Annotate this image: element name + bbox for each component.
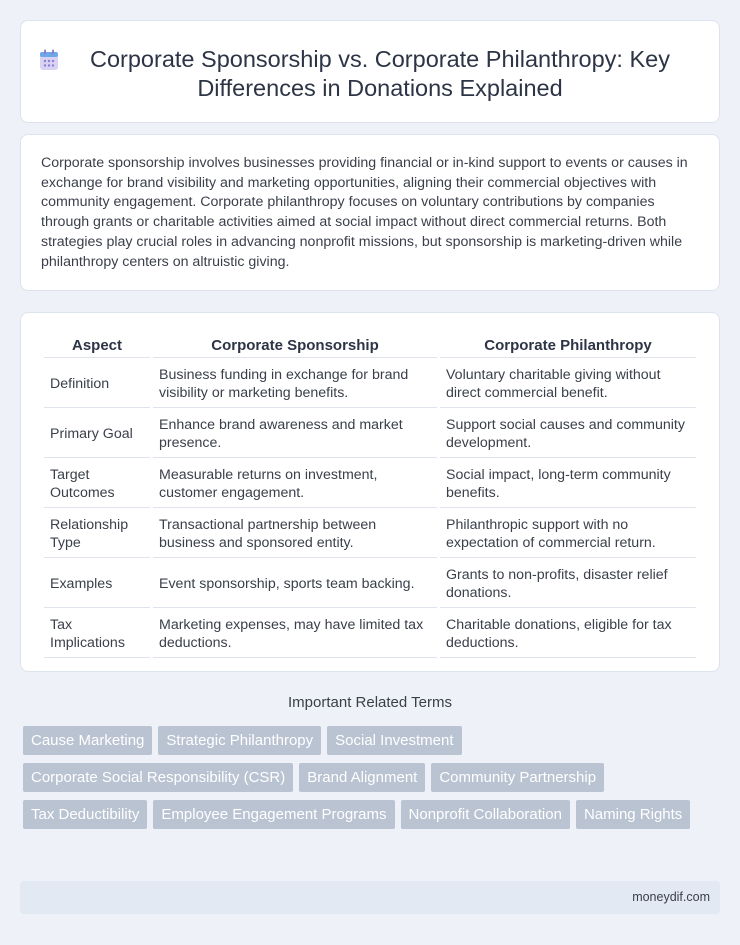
related-term-tag[interactable]: Community Partnership [431,763,604,792]
related-term-tag[interactable]: Social Investment [327,726,461,755]
philanthropy-cell: Support social causes and community development. [440,410,696,458]
table-row [44,460,696,508]
sponsorship-cell: Event sponsorship, sports team backing. [153,560,437,608]
sponsorship-cell: Transactional partnership between business and sponsored entity. [153,510,437,558]
sponsorship-cell: Business funding in exchange for brand visibility or marketing benefits. [153,360,437,408]
sponsorship-cell: Enhance brand awareness and market presence. [153,410,437,458]
related-terms-list [23,726,703,829]
philanthropy-cell: Social impact, long-term community benefits. [440,460,696,508]
related-term-tag[interactable]: Brand Alignment [299,763,425,792]
footer [20,881,720,914]
header-sponsorship: Corporate Sponsorship [153,334,437,358]
table-row [44,410,696,458]
aspect-cell: Primary Goal [44,410,150,458]
philanthropy-cell: Charitable donations, eligible for tax deductions. [440,610,696,658]
comparison-card [20,312,720,672]
related-term-tag[interactable]: Cause Marketing [23,726,152,755]
footer-site-link[interactable]: moneydif.com [632,890,710,904]
philanthropy-cell: Philanthropic support with no expectation of commercial return. [440,510,696,558]
intro-card [20,134,720,291]
page-title: Corporate Sponsorship vs. Corporate Philanthropy: Key Differences in Donations Explained [90,46,670,101]
aspect-cell: Target Outcomes [44,460,150,508]
header-aspect: Aspect [44,334,150,358]
related-terms-title: Important Related Terms [288,694,452,711]
table-row [44,610,696,658]
related-term-tag[interactable]: Employee Engagement Programs [153,800,394,829]
table-row [44,510,696,558]
sponsorship-cell: Measurable returns on investment, customer engagement. [153,460,437,508]
related-term-tag[interactable]: Tax Deductibility [23,800,147,829]
table-header-row [44,334,696,358]
table-row [44,560,696,608]
philanthropy-cell: Grants to non-profits, disaster relief donations. [440,560,696,608]
related-term-tag[interactable]: Strategic Philanthropy [158,726,321,755]
calendar-icon [39,49,59,71]
header-philanthropy: Corporate Philanthropy [440,334,696,358]
intro-paragraph: Corporate sponsorship involves businesses providing financial or in-kind support to events or causes in exchange for brand visibility and marketing opportunities, aligning their commercial objectives with community engagement. Corporate philanthropy focuses on voluntary contributions by companies through grants or charitable activities aimed at social impact without direct commercial returns. Both strategies play crucial roles in advancing nonprofit missions, but sponsorship is marketing-driven while philanthropy centers on altruistic giving. [41,155,688,270]
aspect-cell: Examples [44,560,150,608]
title-card [20,20,720,123]
related-term-tag[interactable]: Naming Rights [576,800,690,829]
related-term-tag[interactable]: Nonprofit Collaboration [401,800,570,829]
comparison-table [41,332,699,660]
aspect-cell: Definition [44,360,150,408]
table-row [44,360,696,408]
aspect-cell: Relationship Type [44,510,150,558]
sponsorship-cell: Marketing expenses, may have limited tax deductions. [153,610,437,658]
philanthropy-cell: Voluntary charitable giving without direct commercial benefit. [440,360,696,408]
related-term-tag[interactable]: Corporate Social Responsibility (CSR) [23,763,293,792]
aspect-cell: Tax Implications [44,610,150,658]
